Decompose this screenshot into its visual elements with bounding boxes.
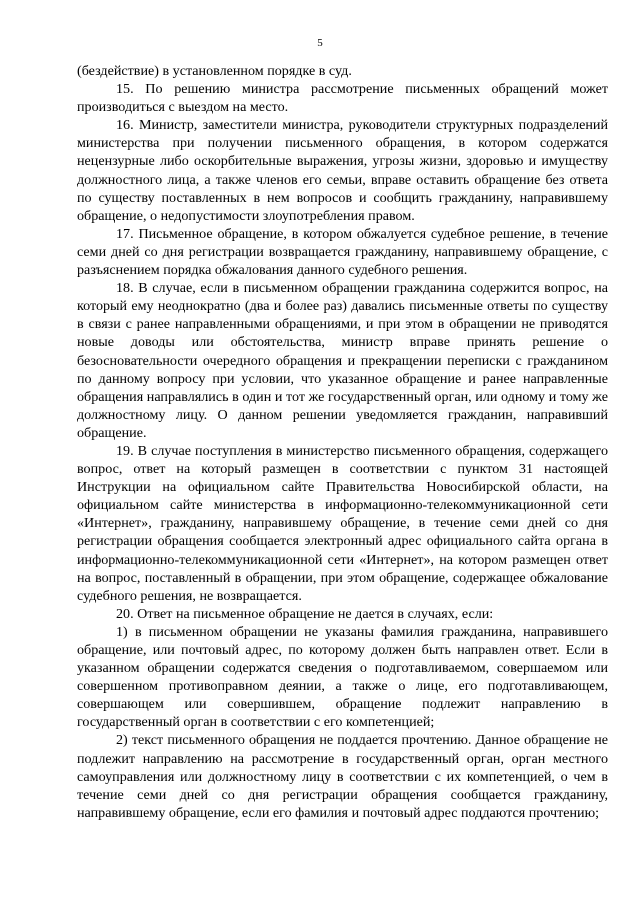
paragraph-continuation: (бездействие) в установленном порядке в суд. xyxy=(77,63,352,79)
paragraph-17: 17. Письменное обращение, в котором обжалуется судебное решение, в течение семи дней со дня регистрации возвращается гражданину, направившему обращение, с разъяснением порядка обжалования данного судебного решения. xyxy=(77,225,608,279)
paragraph-20: 20. Ответ на письменное обращение не дается в случаях, если: xyxy=(116,605,494,622)
paragraph-15: 15. По решению министра рассмотрение письменных обращений может производиться с выездом на место. xyxy=(77,81,608,116)
document-body xyxy=(77,62,608,822)
page-number: 5 xyxy=(317,37,323,49)
paragraph-18: 18. В случае, если в письменном обращении гражданина содержится вопрос, на который ему неоднократно (два и более раз) давались письменные ответы по существу в связи с ранее направленными обращениями, и при этом в обращении не приводятся новые доводы или обстоятельства, министр вправе принять решение о безосновательности очередного обращения и прекращении переписки с гражданином по данному вопросу при условии, что указанное обращение и ранее направленные обращения направлялись в один и тот же государственный орган, или одному и тому же должностному лицу. О данном решении уведомляется гражданин, направивший обращение. xyxy=(77,280,608,441)
paragraph-16: 16. Министр, заместители министра, руководители структурных подразделений министерства при получении письменного обращения, в котором содержатся нецензурные либо оскорбительные выражения, угрозы жизни, здоровью и имуществу должностного лица, а также членов его семьи, вправе оставить обращение без ответа по существу поставленных в нем вопросов и сообщить гражданину, направившему обращение, о недопустимости злоупотребления правом. xyxy=(77,117,608,224)
paragraph-20-item-1: 1) в письменном обращении не указаны фамилия гражданина, направившего обращение, или почтовый адрес, по которому должен быть направлен ответ. Если в указанном обращении содержатся сведения о подготавливаемом, совершаемом или совершенном противоправном деянии, а также о лице, его подготавливающем, совершающем или совершившем, обращение подлежит направлению в государственный орган в соответствии с его компетенцией; xyxy=(77,623,608,731)
paragraph-19: 19. В случае поступления в министерство письменного обращения, содержащего вопрос, ответ на который размещен в соответствии с пунктом 31 настоящей Инструкции на официальном сайте Правительства Новосибирской области, на официальном сайте министерства в информационно-телекоммуникационной сети «Интернет», гражданину, направившему обращение, в течение семи дней со дня регистрации обращения сообщается электронный адрес официального сайта органа в информационно-телекоммуникационной сети «Интернет», на котором размещен ответ на вопрос, поставленный в обращении, при этом обращение, содержащее обжалование судебного решения, не возвращается. xyxy=(77,442,608,604)
paragraph-20-item-2: 2) текст письменного обращения не поддается прочтению. Данное обращение не подлежит направлению на рассмотрение в государственный орган, орган местного самоуправления или должностному лицу в соответствии с их компетенцией, о чем в течение семи дней со дня регистрации обращения сообщается гражданину, направившему обращение, если его фамилия и почтовый адрес поддаются прочтению; xyxy=(77,732,608,821)
